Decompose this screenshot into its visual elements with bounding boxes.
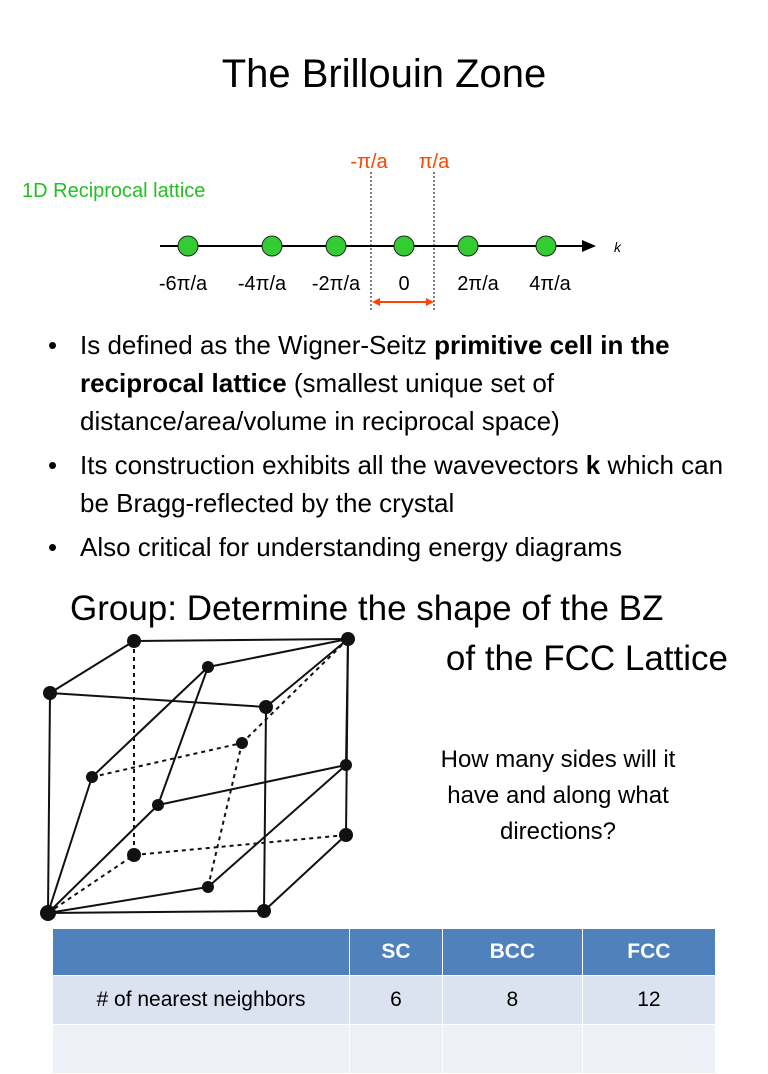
bullet-item <box>48 326 748 440</box>
table-header-row <box>53 929 716 976</box>
reciprocal-lattice-label: 1D Reciprocal lattice <box>22 180 206 202</box>
tick-label: -4π/a <box>237 273 287 295</box>
table-cell <box>582 1025 715 1074</box>
table-cell: # of nearest neighbors <box>53 976 350 1025</box>
table-header: FCC <box>582 929 715 976</box>
table-cell: 12 <box>582 976 715 1025</box>
bullet-dot-icon: • <box>48 450 58 480</box>
lattice-point <box>326 236 346 256</box>
bullet-dot-icon: • <box>48 330 58 360</box>
neighbors-table <box>52 928 716 1074</box>
table-cell: 8 <box>442 976 582 1025</box>
lattice-point <box>536 236 556 256</box>
bullet-text: k <box>585 450 601 480</box>
bz-width-arrow-right <box>426 298 434 306</box>
table-cell <box>53 1025 350 1074</box>
page-title: The Brillouin Zone <box>221 52 547 96</box>
lattice-point <box>394 236 414 256</box>
table-cell: 6 <box>350 976 443 1025</box>
bullet-text: Also critical for understanding energy diagrams <box>80 532 622 562</box>
table-header: SC <box>350 929 443 976</box>
table-row <box>53 976 716 1025</box>
bullet-text: which can be Bragg-reflected by the crystal <box>80 450 724 518</box>
bullet-text: Is defined as the Wigner-Seitz <box>80 330 435 360</box>
label-pi-over-a: π/a <box>418 151 450 173</box>
k-axis-label: k <box>614 239 621 255</box>
tick-label: -2π/a <box>311 273 361 295</box>
table-cell <box>350 1025 443 1074</box>
bz-width-arrow-left <box>372 298 380 306</box>
bullet-list <box>48 326 748 572</box>
tick-label: 4π/a <box>529 273 571 295</box>
fcc-lattice-figure <box>30 625 380 925</box>
table-header: BCC <box>442 929 582 976</box>
bullet-dot-icon: • <box>48 532 58 562</box>
tick-label: 0 <box>398 273 410 295</box>
tick-label: -6π/a <box>158 273 208 295</box>
lattice-point <box>178 236 198 256</box>
bullet-text: (smallest unique set of distance/area/volume in reciprocal space) <box>80 368 560 436</box>
label-minus-pi-over-a: -π/a <box>350 151 388 173</box>
reciprocal-lattice-diagram <box>0 140 768 320</box>
tick-label: 2π/a <box>457 273 499 295</box>
bullet-item <box>48 446 748 522</box>
lattice-point <box>262 236 282 256</box>
table-row <box>53 1025 716 1074</box>
bullet-text: primitive cell in the reciprocal lattice <box>80 330 670 398</box>
group-question-line1: Group: Determine the shape of the BZ <box>70 589 664 628</box>
sides-question: How many sides will it have and along what directions? <box>440 746 676 845</box>
table-header <box>53 929 350 976</box>
group-question-line2: of the FCC Lattice <box>445 639 728 678</box>
bullet-item <box>48 528 748 566</box>
table-cell <box>442 1025 582 1074</box>
lattice-point <box>458 236 478 256</box>
k-axis-arrow <box>582 240 596 252</box>
bullet-text: Its construction exhibits all the wavevectors <box>80 450 586 480</box>
